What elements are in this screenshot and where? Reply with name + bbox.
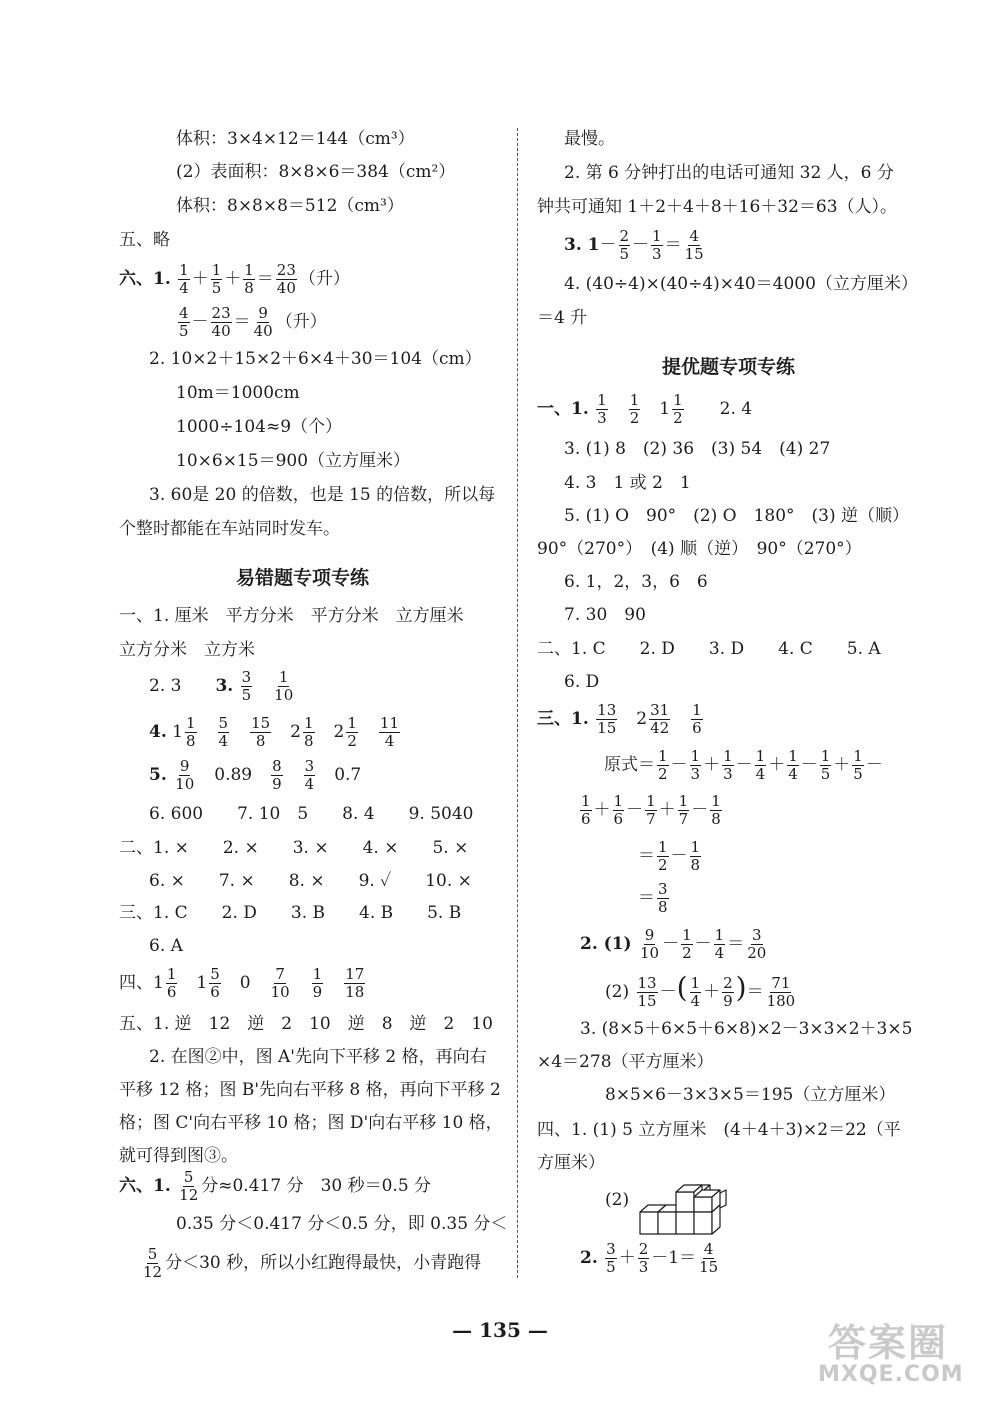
item-label: 2. (1) — [580, 934, 632, 954]
fraction: $\frac{3}{5}$ — [241, 668, 252, 704]
item-label: 四、 — [119, 973, 153, 993]
fraction: $\frac{1}{6}$ — [166, 965, 177, 1001]
left-e11: 四、1 $\frac{1}{6}$ 1 $\frac{5}{6}$ 0 $\frac{7}{10}$ $\frac{1}{9}$ $\frac{17}{18}$ — [119, 965, 365, 1001]
item-label: 3. 1 — [564, 235, 600, 255]
cube-stack-figure — [636, 1182, 736, 1238]
answer: 0.7 — [334, 765, 362, 785]
fraction: $\frac{13}{15}$ — [637, 974, 657, 1010]
left-line-3: 体积：8×8×8＝512（cm³） — [176, 196, 404, 216]
fraction: $\frac{1}{2}$ — [629, 391, 640, 427]
item-label: (2) — [605, 982, 630, 1002]
fraction: $\frac{1}{7}$ — [678, 792, 689, 828]
item-label: 一、1. — [537, 399, 589, 419]
fraction: $\frac{1}{2}$ — [673, 391, 683, 427]
left-e13: 2. 在图②中，图 A'先向下平移 2 格，再向右 — [149, 1047, 487, 1067]
fraction: $\frac{9}{10}$ — [640, 926, 660, 962]
right-t22-label: (2) — [605, 1190, 630, 1210]
fraction: $\frac{1}{8}$ — [711, 792, 721, 828]
right-line-1: 最慢。 — [564, 129, 615, 149]
watermark-url: MXQE.COM — [818, 1362, 964, 1387]
fraction: $\frac{1}{9}$ — [312, 965, 323, 1001]
right-line-6: ＝4 升 — [537, 308, 588, 328]
fraction: $\frac{1}{2}$ — [682, 926, 692, 962]
watermark-logo — [818, 1312, 994, 1396]
fraction: $\frac{9}{40}$ — [253, 304, 273, 340]
fraction: $\frac{23}{40}$ — [276, 261, 296, 297]
fraction: $\frac{2}{3}$ — [638, 1240, 649, 1276]
watermark-text: 答案圈 — [828, 1321, 949, 1365]
right-t20: 四、1. (1) 5 立方厘米 (4＋4＋3)×2＝22（平 — [537, 1120, 901, 1140]
left-line-2: (2）表面积：8×8×6＝384（cm²） — [176, 162, 456, 182]
fraction: $\frac{2}{5}$ — [619, 227, 630, 263]
expression-label: 原式＝ — [604, 755, 655, 775]
right-t5: 90°（270°） (4) 顺（逆） 90°（270°） — [537, 539, 862, 559]
fraction: $\frac{1}{3}$ — [597, 391, 607, 427]
fraction: $\frac{4}{15}$ — [699, 1240, 719, 1276]
left-e14: 平移 12 格；图 B'先向右平移 8 格，再向下平移 2 — [119, 1080, 501, 1100]
fraction: $\frac{1}{8}$ — [304, 714, 314, 750]
fraction: $\frac{8}{9}$ — [272, 757, 282, 793]
left-e7: 二、1. × 2. × 3. × 4. × 5. × — [119, 838, 469, 858]
right-line-4: 3. 1－ $\frac{2}{5}$ － $\frac{1}{3}$ ＝ $\frac{4}{15}$ — [564, 227, 704, 263]
fraction: $\frac{3}{20}$ — [747, 926, 767, 962]
left-e10: 6. A — [149, 936, 183, 956]
right-line-2: 2. 第 6 分钟打出的电话可通知 32 人，6 分 — [564, 163, 894, 183]
fraction: $\frac{13}{15}$ — [597, 701, 617, 737]
left-e12: 五、1. 逆 12 逆 2 10 逆 8 逆 2 10 — [119, 1014, 493, 1034]
right-t3: 4. 3 1 或 2 1 — [564, 473, 691, 493]
right-t9: 6. D — [564, 672, 600, 692]
right-t11: 原式＝ $\frac{1}{2}$ － $\frac{1}{3}$ ＋ $\frac{1}{3}$ － $\frac{1}{4}$ ＋ $\frac{1}{4}$ － $\frac{1}{5}$ ＋ $\frac{1}{5}$ － — [604, 747, 883, 783]
left-line-12: 个整时都能在车站同时发车。 — [119, 519, 340, 539]
left-e5 — [149, 755, 361, 795]
left-e17 — [119, 1166, 431, 1206]
fraction: $\frac{3}{5}$ — [606, 1240, 616, 1276]
answer: 0.89 — [214, 765, 253, 785]
right-t14: ＝ $\frac{3}{8}$ — [638, 880, 668, 916]
fraction: $\frac{11}{4}$ — [379, 714, 400, 750]
fraction: $\frac{1}{6}$ — [581, 792, 591, 828]
fraction: $\frac{1}{5}$ — [820, 747, 831, 783]
fraction: $\frac{23}{40}$ — [211, 304, 231, 340]
fraction: $\frac{1}{4}$ — [690, 974, 701, 1010]
column-divider — [517, 128, 518, 1278]
fraction: $\frac{1}{7}$ — [646, 792, 656, 828]
right-t2: 3. (1) 8 (2) 36 (3) 54 (4) 27 — [564, 439, 831, 459]
item-label: 三、1. — [537, 709, 589, 729]
right-line-3: 钟共可通知 1＋2＋4＋8＋16＋32＝63（人）。 — [537, 197, 898, 217]
right-t4: 5. (1) O 90° (2) O 180° (3) 逆（顺） — [564, 506, 910, 526]
fraction: $\frac{1}{2}$ — [347, 714, 357, 750]
fraction: $\frac{4}{15}$ — [684, 227, 704, 263]
left-line-4: 五、略 — [119, 230, 170, 250]
item-label: 六、1. — [119, 1176, 171, 1196]
right-t21: 方厘米） — [537, 1153, 605, 1173]
fraction: $\frac{1}{10}$ — [274, 668, 294, 704]
left-e4: 4. 1 $\frac{1}{8}$ $\frac{5}{4}$ $\frac{15}{8}$ 2 $\frac{1}{8}$ 2 $\frac{1}{2}$ $\frac{11}{4}$ — [149, 714, 400, 750]
section-heading-error-prone: 易错题专项专练 — [236, 567, 370, 589]
unit: （升） — [275, 312, 327, 332]
page-number: — 135 — — [452, 1318, 548, 1342]
item-label: 六、1. — [119, 269, 171, 289]
fraction: $\frac{7}{10}$ — [270, 965, 290, 1001]
fraction: $\frac{15}{8}$ — [251, 714, 271, 750]
fraction: $\frac{1}{2}$ — [658, 838, 668, 874]
right-t19: 8×5×6－3×3×5＝195（立方厘米） — [605, 1085, 896, 1105]
left-e18: 0.35 分＜0.417 分＜0.5 分，即 0.35 分＜ — [176, 1214, 508, 1234]
fraction: $\frac{1}{6}$ — [613, 792, 624, 828]
fraction: $\frac{5}{4}$ — [218, 714, 229, 750]
right-t16: (2) $\frac{13}{15}$ －( $\frac{1}{4}$ ＋ $\frac{2}{9}$ )＝ $\frac{71}{180}$ — [605, 971, 796, 1010]
left-e3 — [149, 666, 296, 706]
right-t10: 三、1. $\frac{13}{15}$ 2 $\frac{31}{42}$ $\frac{1}{6}$ — [537, 701, 702, 737]
fraction: $\frac{1}{3}$ — [690, 747, 701, 783]
left-e16: 就可得到图③。 — [119, 1146, 238, 1166]
fraction: $\frac{1}{5}$ — [211, 261, 222, 297]
fraction: $\frac{1}{4}$ — [179, 261, 189, 297]
answer: 2. 4 — [719, 399, 753, 419]
right-t6: 6. 1，2，3，6 6 — [564, 572, 708, 592]
answer: 0 — [239, 973, 251, 993]
fraction: $\frac{2}{9}$ — [723, 974, 733, 1010]
fraction: $\frac{1}{8}$ — [690, 838, 701, 874]
right-t17: 3. (8×5＋6×5＋6×8)×2－3×3×2＋3×5 — [580, 1019, 913, 1039]
item-label: 2. — [580, 1248, 598, 1268]
left-e9: 三、1. C 2. D 3. B 4. B 5. B — [119, 903, 462, 923]
item-label: 3. — [215, 676, 234, 696]
fraction: $\frac{3}{4}$ — [304, 757, 315, 793]
fraction: $\frac{31}{42}$ — [650, 701, 670, 737]
left-e1: 一、1. 厘米 平方分米 平方分米 立方厘米 — [119, 606, 464, 626]
fraction: $\frac{5}{12}$ — [179, 1168, 199, 1204]
left-line-7: 2. 10×2＋15×2＋6×4＋30＝104（cm） — [149, 349, 482, 369]
item-label: 5. — [149, 765, 167, 785]
fraction: $\frac{1}{8}$ — [185, 714, 196, 750]
fraction: $\frac{71}{180}$ — [766, 974, 796, 1010]
fraction: $\frac{3}{8}$ — [658, 880, 668, 916]
fraction: $\frac{1}{4}$ — [788, 747, 798, 783]
left-line-10: 10×6×15＝900（立方厘米） — [176, 451, 411, 471]
fraction: $\frac{1}{4}$ — [714, 926, 725, 962]
left-line-6: $\frac{4}{5}$ － $\frac{23}{40}$ ＝ $\frac{9}{40}$ （升） — [179, 304, 327, 340]
right-line-5: 4. (40÷4)×(40÷4)×40＝4000（立方厘米） — [564, 274, 918, 294]
fraction: $\frac{17}{18}$ — [345, 965, 365, 1001]
fraction: $\frac{1}{3}$ — [723, 747, 733, 783]
right-t12: $\frac{1}{6}$ ＋ $\frac{1}{6}$ － $\frac{1}{7}$ ＋ $\frac{1}{7}$ － $\frac{1}{8}$ — [581, 792, 721, 828]
page-number-value: 135 — [479, 1318, 521, 1342]
answer-text: 分≈0.417 分 30 秒＝0.5 分 — [201, 1176, 432, 1196]
right-t1: 一、1. $\frac{1}{3}$ $\frac{1}{2}$ 1 $\frac{1}{2}$ 2. 4 — [537, 391, 753, 427]
fraction: $\frac{1}{2}$ — [658, 747, 668, 783]
left-line-11: 3. 60是 20 的倍数，也是 15 的倍数，所以每 — [149, 485, 496, 505]
left-e15: 格；图 C'向右平移 10 格；图 D'向右平移 10 格， — [119, 1113, 503, 1133]
right-t18: ×4＝278（平方厘米） — [537, 1052, 714, 1072]
right-t7: 7. 30 90 — [564, 605, 646, 625]
left-e19 — [140, 1243, 481, 1283]
left-e2: 立方分米 立方米 — [119, 640, 255, 660]
fraction: $\frac{1}{8}$ — [244, 261, 254, 297]
fraction: $\frac{1}{6}$ — [692, 701, 702, 737]
fraction: $\frac{1}{3}$ — [652, 227, 662, 263]
left-line-1: 体积：3×4×12＝144（cm³） — [176, 129, 415, 149]
right-t13: ＝ $\frac{1}{2}$ － $\frac{1}{8}$ — [638, 838, 701, 874]
answer: 2. 3 — [149, 676, 182, 696]
left-e8: 6. × 7. × 8. × 9. ✓ 10. × — [149, 871, 472, 891]
left-line-5: 六、1. $\frac{1}{4}$ ＋ $\frac{1}{5}$ ＋ $\frac{1}{8}$ ＝ $\frac{23}{40}$ （升） — [119, 261, 350, 297]
fraction: $\frac{5}{6}$ — [210, 965, 220, 1001]
right-t23: 2. $\frac{3}{5}$ ＋ $\frac{2}{3}$ －1＝ $\frac{4}{15}$ — [580, 1240, 719, 1276]
fraction: $\frac{4}{5}$ — [179, 304, 189, 340]
left-line-8: 10m＝1000cm — [176, 383, 300, 403]
fraction: $\frac{1}{5}$ — [853, 747, 863, 783]
answer-text: 分＜30 秒，所以小红跑得最快，小青跑得 — [165, 1253, 482, 1273]
left-line-9: 1000÷104≈9（个） — [176, 417, 343, 437]
right-t8: 二、1. C 2. D 3. D 4. C 5. A — [537, 639, 881, 659]
section-heading-advanced: 提优题专项专练 — [662, 356, 796, 378]
fraction: $\frac{1}{4}$ — [755, 747, 766, 783]
left-e6: 6. 600 7. 10 5 8. 4 9. 5040 — [149, 804, 474, 824]
item-label: 4. — [149, 722, 167, 742]
fraction: $\frac{5}{12}$ — [143, 1245, 163, 1281]
right-t15: 2. (1) $\frac{9}{10}$ － $\frac{1}{2}$ － $\frac{1}{4}$ ＝ $\frac{3}{20}$ — [580, 926, 767, 962]
unit: （升） — [298, 269, 350, 289]
fraction: $\frac{9}{10}$ — [175, 757, 195, 793]
